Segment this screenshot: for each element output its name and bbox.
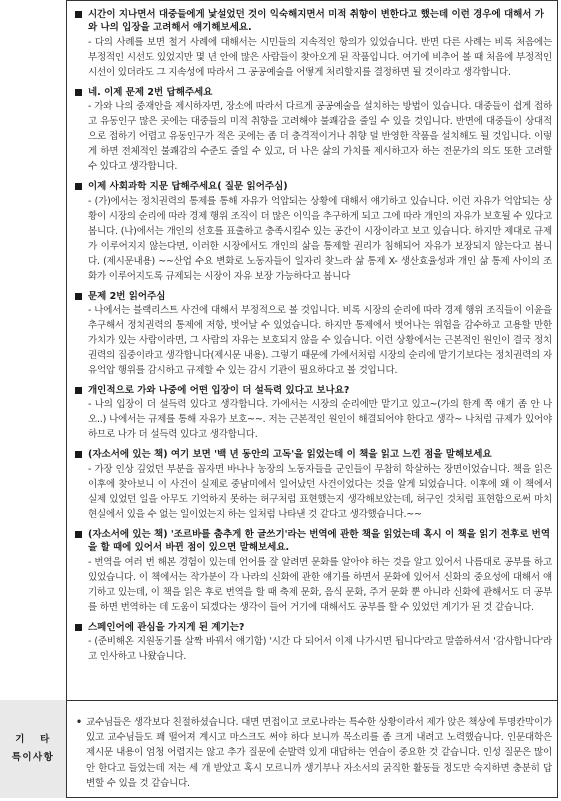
other-notes-section <box>74 715 552 791</box>
answer-text: - 번역을 여러 번 해본 경험이 있는데 언어를 잘 알려면 문화를 알아야 하는 것을 알고 있어서 나름대로 공부를 하고 있었습니다. 이 책에서는 작가분이 각 나라의 신화에 관한 얘기를 하면서 문화에 있어서 신화의 중요성에 대해서 얘기하고 있는데, 이 책을 읽은 후로 번역을 할 때 축제 문화, 음식 문화, 주거 문화 뿐 아니라 신화에 관해서도 더 공부를 하면 번역하는 데 도움이 되겠다는 생각이 들어 거기에 대해서도 공부를 할 수 있었던 계기가 된 것 같습니다. <box>88 556 552 613</box>
left-label-column <box>0 0 67 700</box>
answer-text: - (준비해온 지원동기를 살짝 바꿔서 얘기함) '시간 다 되어서 이제 나가시면 됩니다'라고 말씀하셔서 '감사합니다'라고 인사하고 나왔습니다. <box>88 636 552 663</box>
other-notes-label-cell <box>0 700 67 798</box>
qa-item-7 <box>74 528 552 615</box>
question-title: 시간이 지나면서 대중들에게 낯설었던 것이 익숙해지면서 미적 취향이 변한다고 했는데 이런 경우에 대해서 가와 나의 입장을 고려해서 얘기해보세요. <box>74 8 552 35</box>
qa-item-3 <box>74 180 552 283</box>
question-title: 이제 사회과학 지문 답해주세요( 질문 읽어주심) <box>74 180 552 193</box>
answer-text: - 나의 입장이 더 설득력 있다고 생각합니다. 가에서는 시장의 순리에만 맡기고 있고~(가의 한계 쪽 얘기 좀 안 나오..) 나에서는 규제를 통해 자유가 보호~~. 저는 근본적인 원인이 해결되어야 한다고 생각~ 나처럼 규제가 있어야 하므로 나가 더 설득력 있다고 생각합니다. <box>88 399 552 441</box>
note-text: 교수님들은 생각보다 친절하셨습니다. 대면 면접이고 코로나라는 특수한 상황이라서 제가 앉은 책상에 투명칸막이가 있고 교수님들도 꽤 떨어져 계시고 마스크도 써야 하다 보니까 목소리를 좀 크게 내려고 노력했습니다. 인문대학은 제시문 내용이 엄청 어렵지는 않고 추가 질문에 순발력 있게 대답하는 연습이 중요한 것 같습니다. 인성 질문은 많이 안 한다고 들었는데 저는 세 개 받았고 혹시 모르니까 생기부나 자소서의 굵직한 활동들 정도만 숙지하면 충분히 답변할 수 있을 것 같습니다. <box>86 717 552 789</box>
note-item <box>74 715 552 791</box>
qa-item-8 <box>74 621 552 664</box>
question-title: 문제 2번 읽어주심 <box>74 290 552 303</box>
answer-text: - 나에서는 블랙리스트 사건에 대해서 부정적으로 볼 것입니다. 비록 시장의 순리에 따라 경제 행위 조직들이 이윤을 추구해서 정치권력의 통제에 저항, 벗어날 수 있었습니다. 하지만 통제에서 벗어나는 위험을 감수하고 고용할 만한 가치가 있는 사람이라면, 그 사람의 자유는 보호되지 않을 수 있습니다. 이런 상황에서는 근본적인 원인이 결국 정치권력의 집중이라고 생각합니다(제시문 내용). 그렇기 때문에 가에서처럼 시장의 순리에 맡기기보다는 정치권력의 자유억압 행위를 감시하고 규제할 수 있는 감시 기관이 필요하다고 볼 것입니다. <box>88 305 552 377</box>
qa-section <box>74 8 552 670</box>
qa-item-1 <box>74 8 552 80</box>
question-title: 개인적으로 가와 나중에 어떤 입장이 더 설득력 있다고 보나요? <box>74 384 552 397</box>
answer-text: - 가와 나의 중재안을 제시하자면, 장소에 따라서 다르게 공공예술을 설치하는 방법이 있습니다. 대중들이 쉽게 접하고 유동인구 많은 곳에는 대중들의 미적 취향을 고려해야 불쾌감을 줄일 수 있을 것입니다. 반면에 대중들이 상대적으로 접하기 어렵고 유동인구가 적은 곳에는 좀 더 충격적이거나 취향 덜 반영한 작품을 설치해도 될 것입니다. 이렇게 하면 전체적인 불쾌감의 수준도 줄일 수 있고, 더 나은 삶의 가치를 제시하고자 하는 전문가의 의도 또한 고려할 수 있다고 생각합니다. <box>88 101 552 173</box>
answer-text: - 다의 사례를 보면 철거 사례에 대해서는 시민들의 지속적인 항의가 있었습니다. 반면 다른 사례는 비록 처음에는 부정적인 시선도 있었지만 몇 년 안에 많은 사람들이 찾아오게 된 작품입니다. 여기에 비추어 볼 때 처음에 부정적인 시선이 있더라도 그 지속성에 따라서 그 공공예술을 어떻게 처리할지를 결정하면 될 것이라고 생각합니다. <box>88 36 552 78</box>
answer-text: - (가)에서는 정치권력의 통제를 통해 자유가 억압되는 상황에 대해서 얘기하고 있습니다. 이런 자유가 억압되는 상황이 시장의 순리에 따라 경제 행위 조직이 더 많은 이익을 추구하게 되고 그에 따라 개인의 자유가 보호될 수 있다고봅니다. (나)에서는 개인의 선호를 표출하고 충족시킬수 있는 공간이 시장이라고 보고 있습니다. 하지만 제대로 규제가 이루어지지 않는다면, 이러한 시장에서도 개인의 삶을 통제할 권리가 침해되어 자유가 보장되지 않는다고 봅니다. (제시문내용) ~~산업 수요 변화로 노동자들이 일자리 찾느라 삶 통제 X- 생산효율성과 개인 삶 통제 사이의 조화가 이루어지도록 규제되는 시장이 자유 보장 가능하다고 봅니다 <box>88 195 552 282</box>
qa-item-4 <box>74 290 552 378</box>
bullet-dot-icon: • <box>76 717 82 728</box>
question-title: 네. 이제 문제 2번 답해주세요 <box>74 86 552 99</box>
label-line-1: 기 타 <box>15 734 51 745</box>
qa-item-6 <box>74 448 552 521</box>
question-title: (자소서에 있는 책) 여기 보면 '백 년 동안의 고독'을 읽었는데 이 책을 읽고 느낀 점을 말해보세요 <box>74 448 552 461</box>
qa-item-5 <box>74 384 552 442</box>
label-line-2: 특이사항 <box>11 752 55 763</box>
section-divider <box>0 700 558 701</box>
question-title: (자소서에 있는 책) '조르바를 춤추게 한 글쓰기'라는 번역에 관한 책을 읽었는데 혹시 이 책을 읽기 전후로 번역을 할 때에 있어서 바뀐 점이 있으면 말해보세요. <box>74 528 552 555</box>
answer-text: - 가장 인상 깊었던 부분을 꼽자면 바나나 농장의 노동자들을 군인들이 무참히 학살하는 장면이었습니다. 책을 읽은 이후에 찾아보니 이 사건이 실제로 중남미에서 일어났던 사건이었다는 것을 알게 되었습니다. 이후에 왜 이 책에서 실제 있었던 일을 아무도 기억하지 못하는 허구처럼 표현했는지 생각해보았는데, 허구인 것처럼 표현함으로써 마치 현실에서 있을 수 없는 일이었는지 하는 일처럼 나타낸 것 같다고 생각했습니다.~~ <box>88 463 552 520</box>
qa-item-2 <box>74 86 552 174</box>
question-title: 스페인어에 관심을 가지게 된 계기는? <box>74 621 552 634</box>
